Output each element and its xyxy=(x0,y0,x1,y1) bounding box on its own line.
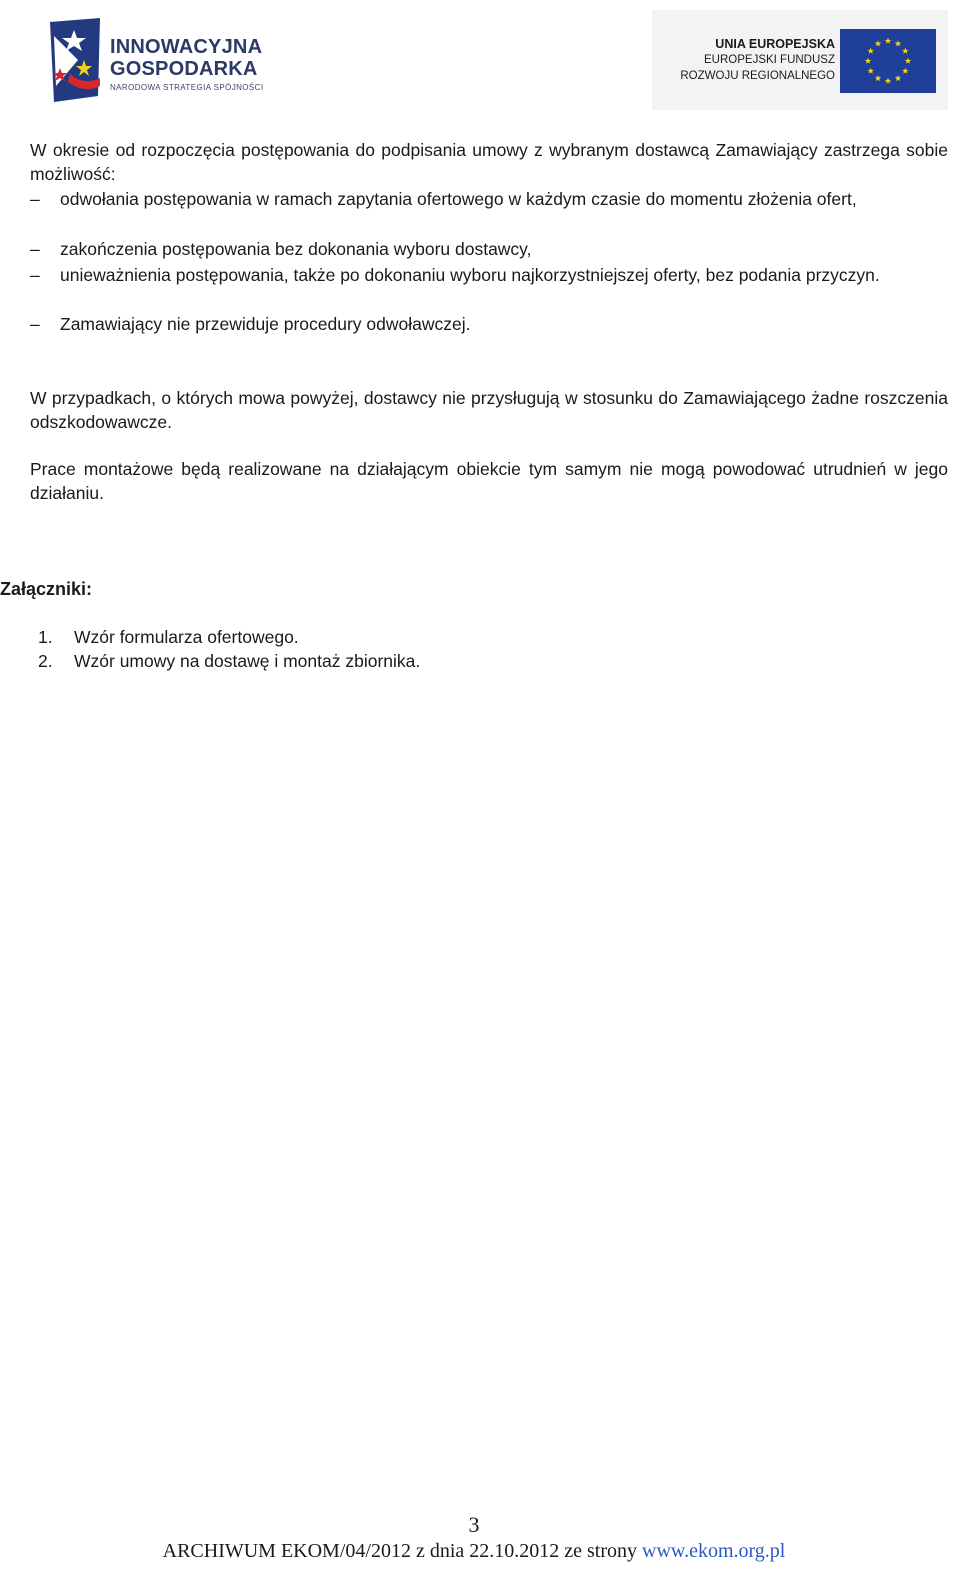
eu-logo-text xyxy=(670,36,835,84)
option-text: unieważnienia postępowania, także po dokonaniu wyboru najkorzystniejszej oferty, bez podania przyczyn. xyxy=(60,265,880,285)
eu-flag-icon xyxy=(840,29,936,93)
dash-bullet: – xyxy=(30,239,40,259)
option-text: Zamawiający nie przewiduje procedury odwoławczej. xyxy=(60,314,471,334)
eu-logo-union-text: UNIA EUROPEJSKA xyxy=(715,37,835,51)
attachment-item xyxy=(38,625,299,649)
option-text: zakończenia postępowania bez dokonania wyboru dostawcy, xyxy=(60,239,532,259)
archive-footer xyxy=(0,1539,948,1563)
dash-bullet: – xyxy=(30,314,40,334)
archive-text: ARCHIWUM EKOM/04/2012 z dnia 22.10.2012 ze strony xyxy=(162,1540,638,1562)
option-text: odwołania postępowania w ramach zapytania ofertowego w każdym czasie do momentu złożenia ofert, xyxy=(60,189,857,209)
works-paragraph: Prace montażowe będą realizowane na działającym obiekcie tym samym nie mogą powodować utrudnień w jego działaniu. xyxy=(30,459,948,503)
logo-innowacyjna-text: INNOWACYJNA xyxy=(110,36,263,58)
claims-paragraph: W przypadkach, o których mowa powyżej, dostawcy nie przysługują w stosunku do Zamawiającego żadne roszczenia odszkodowawcze. xyxy=(30,388,948,432)
logo-gospodarka-text: GOSPODARKA xyxy=(110,58,258,80)
list-item xyxy=(30,187,950,211)
eu-logo-fund-text: EUROPEJSKI FUNDUSZ xyxy=(704,54,835,66)
logo-strategy-text: NARODOWA STRATEGIA SPÓJNOŚCI xyxy=(110,83,264,92)
dash-bullet: – xyxy=(30,265,40,285)
attachments-heading: Załączniki: xyxy=(0,579,93,599)
innowacyjna-gospodarka-emblem-icon xyxy=(40,16,110,102)
attachment-number: 1. xyxy=(38,627,53,647)
attachment-item xyxy=(38,649,420,673)
attachment-label: Wzór formularza ofertowego. xyxy=(74,627,299,647)
eu-fund-logo xyxy=(652,10,948,110)
eu-logo-regional-text: ROZWOJU REGIONALNEGO xyxy=(680,70,835,82)
intro-paragraph: W okresie od rozpoczęcia postępowania do podpisania umowy z wybranym dostawcą Zamawiający zastrzega sobie możliwość: xyxy=(30,140,948,184)
website-link[interactable]: www.ekom.org.pl xyxy=(642,1540,786,1562)
list-item xyxy=(30,312,950,336)
attachment-number: 2. xyxy=(38,651,53,671)
list-item xyxy=(30,263,950,287)
innowacyjna-gospodarka-logo xyxy=(40,14,300,106)
dash-bullet: – xyxy=(30,189,40,209)
page-number: 3 xyxy=(468,1512,480,1537)
list-item xyxy=(30,237,950,261)
attachment-label: Wzór umowy na dostawę i montaż zbiornika. xyxy=(74,651,421,671)
